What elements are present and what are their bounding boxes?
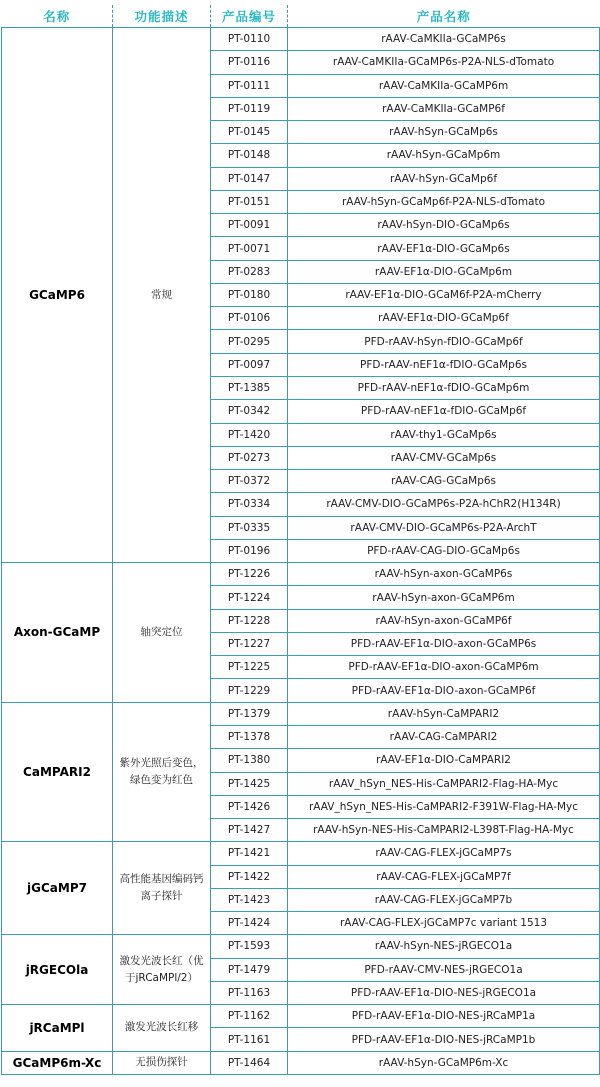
product-name: rAAV-hSyn-GCaMp6f-P2A-NLS-dTomato xyxy=(288,190,600,213)
product-code: PT-1421 xyxy=(211,842,288,865)
product-name: rAAV-hSyn-GCaMp6s xyxy=(288,121,600,144)
product-name: rAAV-CaMKIIa-GCaMP6m xyxy=(288,74,600,97)
product-code: PT-0106 xyxy=(211,307,288,330)
product-code: PT-0148 xyxy=(211,144,288,167)
product-name: rAAV-EF1α-DIO-GCaMp6m xyxy=(288,260,600,283)
group-name: jRCaMPl xyxy=(2,1005,113,1052)
product-code: PT-0116 xyxy=(211,51,288,74)
product-name: rAAV_hSyn_NES-His-CaMPARI2-F391W-Flag-HA-Myc xyxy=(288,795,600,818)
product-name: rAAV-CAG-FLEX-jGCaMP7f xyxy=(288,865,600,888)
group-name: GCaMP6m-Xc xyxy=(2,1051,113,1074)
product-name: rAAV-EF1α-DIO-GCaMp6s xyxy=(288,237,600,260)
product-name: rAAV-CAG-FLEX-jGCaMP7c variant 1513 xyxy=(288,912,600,935)
product-code: PT-1424 xyxy=(211,912,288,935)
table-row xyxy=(2,1005,600,1028)
table-row xyxy=(2,563,600,586)
product-name: PFD-rAAV-nEF1α-fDIO-GCaMp6f xyxy=(288,400,600,423)
product-code: PT-0147 xyxy=(211,167,288,190)
product-code: PT-1229 xyxy=(211,679,288,702)
product-name: PFD-rAAV-CAG-DIO-GCaMp6s xyxy=(288,539,600,562)
product-name: rAAV-CaMKIIa-GCaMP6s xyxy=(288,28,600,51)
header-row xyxy=(2,5,600,28)
product-name: PFD-rAAV-EF1α-DIO-axon-GCaMP6m xyxy=(288,656,600,679)
product-name: rAAV-CAG-CaMPARI2 xyxy=(288,725,600,748)
product-code: PT-1163 xyxy=(211,981,288,1004)
product-name: rAAV-hSyn-axon-GCaMP6m xyxy=(288,586,600,609)
product-code: PT-0180 xyxy=(211,283,288,306)
table-row xyxy=(2,28,600,51)
group-name: GCaMP6 xyxy=(2,28,113,563)
product-code: PT-1422 xyxy=(211,865,288,888)
group-description: 紫外光照后变色，绿色变为红色 xyxy=(113,702,211,842)
product-name: rAAV-hSyn-NES-jRGECO1a xyxy=(288,935,600,958)
table-row xyxy=(2,1051,600,1074)
product-code: PT-1227 xyxy=(211,632,288,655)
product-code: PT-0335 xyxy=(211,516,288,539)
product-code: PT-1224 xyxy=(211,586,288,609)
header-product-code: 产品编号 xyxy=(211,5,288,28)
product-name: rAAV-hSyn-GCaMp6m xyxy=(288,144,600,167)
group-description: 无损伤探针 xyxy=(113,1051,211,1074)
product-code: PT-0283 xyxy=(211,260,288,283)
product-name: PFD-rAAV-EF1α-DIO-axon-GCaMP6f xyxy=(288,679,600,702)
product-name: rAAV-CaMKIIa-GCaMP6f xyxy=(288,97,600,120)
group-name: jRGECOla xyxy=(2,935,113,1005)
group-name: jGCaMP7 xyxy=(2,842,113,935)
product-code: PT-0334 xyxy=(211,493,288,516)
product-name: rAAV-hSyn-axon-GCaMP6s xyxy=(288,563,600,586)
product-name: rAAV-hSyn-CaMPARI2 xyxy=(288,702,600,725)
header-function: 功能描述 xyxy=(113,5,211,28)
group-name: CaMPARI2 xyxy=(2,702,113,842)
product-name: rAAV-EF1α-DIO-CaMPARI2 xyxy=(288,749,600,772)
product-code: PT-1479 xyxy=(211,958,288,981)
product-name: PFD-rAAV-hSyn-fDIO-GCaMp6f xyxy=(288,330,600,353)
product-code: PT-1426 xyxy=(211,795,288,818)
product-code: PT-0145 xyxy=(211,121,288,144)
product-code: PT-1425 xyxy=(211,772,288,795)
group-description: 高性能基因编码钙离子探针 xyxy=(113,842,211,935)
group-description: 常规 xyxy=(113,28,211,563)
group-name: Axon-GCaMP xyxy=(2,563,113,703)
product-code: PT-1378 xyxy=(211,725,288,748)
product-name: rAAV-CAG-FLEX-jGCaMP7b xyxy=(288,888,600,911)
product-code: PT-1423 xyxy=(211,888,288,911)
product-code: PT-1228 xyxy=(211,609,288,632)
product-code: PT-0196 xyxy=(211,539,288,562)
group-description: 激发光波长红移 xyxy=(113,1005,211,1052)
header-name: 名称 xyxy=(2,5,113,28)
product-name: rAAV-CaMKIIa-GCaMP6s-P2A-NLS-dTomato xyxy=(288,51,600,74)
product-name: PFD-rAAV-EF1α-DIO-NES-jRCaMP1b xyxy=(288,1028,600,1051)
group-description: 激发光波长红（优于jRCaMPl/2） xyxy=(113,935,211,1005)
product-code: PT-0097 xyxy=(211,353,288,376)
table-body xyxy=(2,28,600,1075)
product-name: rAAV-hSyn-GCaMp6f xyxy=(288,167,600,190)
product-code: PT-1379 xyxy=(211,702,288,725)
product-name: rAAV-hSyn-DIO-GCaMp6s xyxy=(288,214,600,237)
product-name: rAAV-hSyn-GCaMP6m-Xc xyxy=(288,1051,600,1074)
product-name: rAAV-EF1α-DIO-GCaM6f-P2A-mCherry xyxy=(288,283,600,306)
table-row xyxy=(2,702,600,725)
product-code: PT-0111 xyxy=(211,74,288,97)
product-name: rAAV-CAG-GCaMp6s xyxy=(288,470,600,493)
product-name: rAAV_hSyn_NES-His-CaMPARI2-Flag-HA-Myc xyxy=(288,772,600,795)
product-code: PT-0151 xyxy=(211,190,288,213)
product-name: rAAV-CMV-GCaMp6s xyxy=(288,446,600,469)
product-name: PFD-rAAV-EF1α-DIO-NES-jRGECO1a xyxy=(288,981,600,1004)
product-name: rAAV-CMV-DIO-GCaMP6s-P2A-hChR2(H134R) xyxy=(288,493,600,516)
table-row xyxy=(2,842,600,865)
product-code: PT-0091 xyxy=(211,214,288,237)
product-code: PT-1161 xyxy=(211,1028,288,1051)
product-name: rAAV-thy1-GCaMp6s xyxy=(288,423,600,446)
product-code: PT-0273 xyxy=(211,446,288,469)
product-code: PT-1225 xyxy=(211,656,288,679)
product-name: rAAV-CMV-DIO-GCaMP6s-P2A-ArchT xyxy=(288,516,600,539)
product-code: PT-0295 xyxy=(211,330,288,353)
table-row xyxy=(2,935,600,958)
product-name: PFD-rAAV-EF1α-DIO-NES-jRCaMP1a xyxy=(288,1005,600,1028)
product-code: PT-1427 xyxy=(211,819,288,842)
header-product-name: 产品名称 xyxy=(288,5,600,28)
product-code: PT-0071 xyxy=(211,237,288,260)
product-code: PT-1380 xyxy=(211,749,288,772)
product-name: rAAV-hSyn-NES-His-CaMPARI2-L398T-Flag-HA-Myc xyxy=(288,819,600,842)
product-code: PT-1464 xyxy=(211,1051,288,1074)
product-code: PT-0110 xyxy=(211,28,288,51)
group-description: 轴突定位 xyxy=(113,563,211,703)
product-code: PT-1593 xyxy=(211,935,288,958)
product-code: PT-0119 xyxy=(211,97,288,120)
product-name: PFD-rAAV-nEF1α-fDIO-GCaMp6s xyxy=(288,353,600,376)
product-code: PT-1385 xyxy=(211,376,288,399)
product-table xyxy=(1,5,600,1075)
product-code: PT-1420 xyxy=(211,423,288,446)
product-name: PFD-rAAV-EF1α-DIO-axon-GCaMP6s xyxy=(288,632,600,655)
product-name: rAAV-hSyn-axon-GCaMP6f xyxy=(288,609,600,632)
product-name: rAAV-CAG-FLEX-jGCaMP7s xyxy=(288,842,600,865)
product-code: PT-0372 xyxy=(211,470,288,493)
product-name: rAAV-EF1α-DIO-GCaMp6f xyxy=(288,307,600,330)
product-code: PT-1226 xyxy=(211,563,288,586)
product-name: PFD-rAAV-CMV-NES-jRGECO1a xyxy=(288,958,600,981)
product-code: PT-1162 xyxy=(211,1005,288,1028)
product-code: PT-0342 xyxy=(211,400,288,423)
product-name: PFD-rAAV-nEF1α-fDIO-GCaMp6m xyxy=(288,376,600,399)
